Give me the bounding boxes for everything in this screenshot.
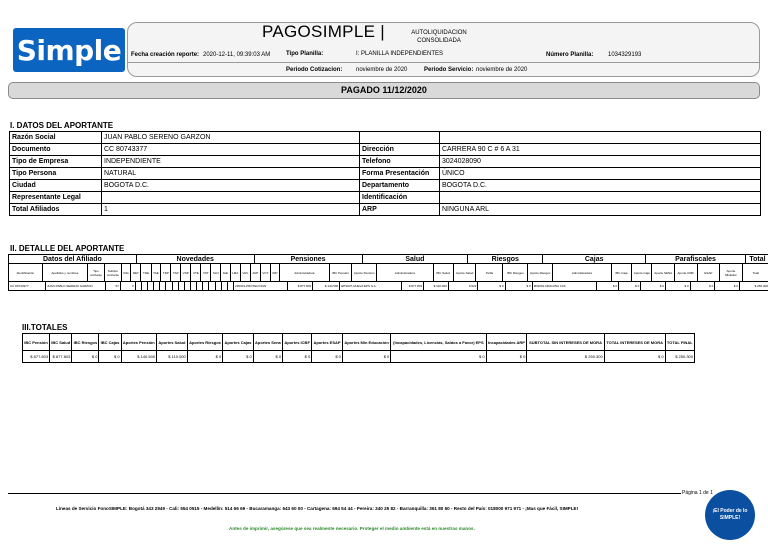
section-aportante-title: I. DATOS DEL APORTANTE <box>10 121 114 130</box>
aportante-key <box>360 132 440 144</box>
detalle-column-header: RET <box>131 264 141 282</box>
detalle-column-header: Subtipo cotizante <box>104 264 121 282</box>
detalle-column-header: IBC Caja <box>611 264 631 282</box>
detalle-column-header: IGE <box>221 264 230 282</box>
footer-divider <box>8 493 688 494</box>
totales-header: IBC Salud <box>50 334 72 351</box>
numero-planilla-label: Número Planilla: <box>546 52 594 58</box>
detalle-cell: 230301-PROTECCION <box>234 282 288 291</box>
aportante-key: Forma Presentación <box>360 168 440 180</box>
aportante-value: 3024028090 <box>440 156 761 168</box>
totales-header: Aportes Min Educación <box>342 334 390 351</box>
detalle-cell: 57 <box>106 282 121 291</box>
totales-header: Aportes Pensión <box>121 334 156 351</box>
detalle-column-header: VCT <box>260 264 270 282</box>
payment-status-bar: PAGADO 11/12/2020 <box>8 82 760 99</box>
totales-value: $ 0 <box>283 351 312 363</box>
detalle-column-header: Aporte SENA <box>652 264 675 282</box>
detalle-column-header: ING <box>121 264 130 282</box>
simple-logo <box>13 28 125 72</box>
aportante-row <box>10 204 761 216</box>
totales-value: $ 0 <box>312 351 343 363</box>
detalle-cell: $ 140.500 <box>313 282 340 291</box>
detalle-cell: $ 0 <box>596 282 618 291</box>
detalle-column-header: Administradora <box>553 264 612 282</box>
totales-value: $ 0 <box>391 351 486 363</box>
fecha-label: Fecha creación reporte: <box>131 52 200 58</box>
detalle-column-header: TAE <box>151 264 161 282</box>
totales-header: TOTAL FINAL <box>665 334 694 351</box>
aportante-value: JUAN PABLO SERENO GARZON <box>102 132 360 144</box>
aportante-value <box>440 132 761 144</box>
totales-value: $ 250.300 <box>527 351 604 363</box>
detalle-cell: $ 0 <box>478 282 505 291</box>
detalle-cell: $ 0 <box>505 282 532 291</box>
detalle-cell: $ 877.803 <box>288 282 313 291</box>
detalle-column-header: Administradora <box>377 264 433 282</box>
detalle-cell: $ 0 <box>619 282 641 291</box>
totales-header: Aportes Riesgos <box>187 334 222 351</box>
aportante-row <box>10 156 761 168</box>
periodo-cotizacion-value: noviembre de 2020 <box>356 67 408 73</box>
totales-value: $ 0 <box>99 351 121 363</box>
detalle-column-header: VAC <box>240 264 250 282</box>
aportante-row <box>10 192 761 204</box>
aportante-value: CARRERA 90 C # 6 A 31 <box>440 144 761 156</box>
aportante-row <box>10 144 761 156</box>
detalle-column-header: Apellidos y nombres <box>42 264 87 282</box>
detalle-cell: $ 0 <box>665 282 690 291</box>
totales-value: $ 877.803 <box>23 351 50 363</box>
totales-value: $ 0 <box>253 351 282 363</box>
detalle-cell: $ 250.300 <box>739 282 768 291</box>
fecha-value: 2020-12-11, 09:39:03 AM <box>203 52 271 58</box>
tipo-planilla-value: I: PLANILLA INDEPENDIENTES <box>356 51 444 57</box>
detalle-column-header: Administradora <box>280 264 330 282</box>
aportante-value: CC 80743377 <box>102 144 360 156</box>
aportante-value: BOGOTA D.C. <box>102 180 360 192</box>
totales-header: IBC Riesgos <box>72 334 99 351</box>
totales-header: Aportes ESAP <box>312 334 343 351</box>
aportante-row <box>10 180 761 192</box>
periodo-cotizacion-label: Periodo Cotizacion: <box>286 67 343 73</box>
group-parafiscales: Parafiscales <box>646 255 746 264</box>
section-detalle-title: II. DETALLE DEL APORTANTE <box>10 244 125 253</box>
totales-value: $ 0 <box>187 351 222 363</box>
detalle-column-header: Aporte Salud <box>453 264 476 282</box>
totales-header: Aportes ICBF <box>283 334 312 351</box>
detalle-column-header: VSP <box>181 264 191 282</box>
aportante-key: Departamento <box>360 180 440 192</box>
group-cajas: Cajas <box>543 255 646 264</box>
aportante-value: ÚNICO <box>440 168 761 180</box>
environment-note: Antes de imprimir, asegúrese que sea realmente necesario. Proteger el medio ambiente está en nuestras manos. <box>229 526 475 531</box>
totales-header: Aportes Salud <box>157 334 188 351</box>
totales-header: Incapacidades ARP <box>486 334 527 351</box>
aportante-key: Dirección <box>360 144 440 156</box>
group-total: Total <box>745 255 768 264</box>
aportante-key: Tipo de Empresa <box>10 156 102 168</box>
aportante-value: NINGUNA ARL <box>440 204 761 216</box>
aportante-key: ARP <box>360 204 440 216</box>
page-title: PAGOSIMPLE | <box>262 22 385 41</box>
detalle-cell: $ 0 <box>715 282 740 291</box>
page-subtitle: AUTOLIQUIDACION CONSOLIDADA <box>411 30 467 44</box>
detalle-column-header: Identificación <box>9 264 43 282</box>
totales-value: $ 877.803 <box>50 351 72 363</box>
detalle-cell: 0,522 <box>448 282 478 291</box>
detalle-cell: JUAN PABLO SERENO GARZON <box>46 282 106 291</box>
page-number: Página 1 de 1 <box>682 490 713 496</box>
totales-header: SUBTOTAL SIN INTERESES DE MORA <box>527 334 604 351</box>
totales-header: TOTAL INTERESES DE MORA <box>604 334 665 351</box>
detalle-column-header: IBC Salud <box>433 264 453 282</box>
detalle-column-header: IBC Riesgos <box>503 264 528 282</box>
totales-header: IBC Pensión <box>23 334 50 351</box>
detalle-column-header: SLN <box>211 264 221 282</box>
tipo-planilla-label: Tipo Planilla: <box>286 51 324 57</box>
detalle-column-header: TAP <box>171 264 181 282</box>
section-totales-title: III.TOTALES <box>22 323 68 332</box>
detalle-column-header: TDP <box>161 264 171 282</box>
aportante-key: Tipo Persona <box>10 168 102 180</box>
periodo-servicio-label: Periodo Servicio: <box>424 67 474 73</box>
detalle-column-header: Total <box>742 264 768 282</box>
totales-header: IBC Cajas <box>99 334 121 351</box>
aportante-value: 1 <box>102 204 360 216</box>
totales-value: $ 0 <box>486 351 527 363</box>
detalle-cell: MIN001-NINGUNA CCF <box>532 282 596 291</box>
totales-value: $ 0 <box>342 351 390 363</box>
detalle-column-header: Aporte Pensión <box>352 264 377 282</box>
detalle-column-header: ESAP <box>697 264 720 282</box>
detalle-column-header: Aporte MinEduc <box>720 264 743 282</box>
aportante-value: INDEPENDIENTE <box>102 156 360 168</box>
detalle-column-header: TDE <box>141 264 151 282</box>
detalle-cell: $ 877.803 <box>401 282 423 291</box>
aportante-key: Razón Social <box>10 132 102 144</box>
group-riesgos: Riesgos <box>468 255 543 264</box>
header-divider <box>127 62 760 63</box>
group-pensiones: Pensiones <box>254 255 362 264</box>
aportante-key: Documento <box>10 144 102 156</box>
service-lines-text: Líneas de Servicio FonoSIMPLE: Bogotá 343 2949 - Cali: 554 0515 - Medellín: 514 66 69 - Bucaramanga: 643 60 00 - Cartagena: 694 54 44 - Pereira: 340 25 82 - Barranquilla: 361 80 50 - Resto del País: 018000 971 971 - ¡Mas que Fácil, SIMPLE! <box>56 506 579 511</box>
detalle-column-header: IBC Pensión <box>329 264 352 282</box>
detalle-subheader <box>8 263 768 282</box>
detalle-cell: CC 80743377 <box>9 282 46 291</box>
totales-header: Aportes Sena <box>253 334 282 351</box>
simple-badge: ¡El Poder de lo SIMPLE! <box>705 490 755 540</box>
detalle-column-header: LMA <box>230 264 240 282</box>
detalle-column-header: VST <box>201 264 211 282</box>
aportante-value: NATURAL <box>102 168 360 180</box>
detalle-column-header: Tipo cotizante <box>88 264 105 282</box>
detalle-cell: EPS037-NUEVA EPS S.A. <box>340 282 402 291</box>
detalle-column-header: Aporte Caja <box>632 264 652 282</box>
numero-planilla-value: 1034329193 <box>608 52 642 58</box>
totales-header: (Incapacidades, Licencias, Saldos a Favor) EPS <box>391 334 486 351</box>
detalle-column-header: AVP <box>250 264 260 282</box>
aportante-key: Ciudad <box>10 180 102 192</box>
aportante-table <box>9 131 761 216</box>
aportante-value <box>102 192 360 204</box>
aportante-key: Telefono <box>360 156 440 168</box>
detalle-column-header: Aporte Riesgos <box>528 264 553 282</box>
totales-value: $ 110.000 <box>157 351 188 363</box>
aportante-row <box>10 132 761 144</box>
aportante-value <box>440 192 761 204</box>
detalle-cell: 0 <box>120 282 135 291</box>
detalle-cell: $ 110.000 <box>424 282 449 291</box>
aportante-value: BOGOTA D.C. <box>440 180 761 192</box>
aportante-key: Identificación <box>360 192 440 204</box>
group-salud: Salud <box>362 255 468 264</box>
totales-header: Aportes Cajas <box>223 334 253 351</box>
detalle-column-header: IRP <box>271 264 280 282</box>
group-novedades: Novedades <box>136 255 254 264</box>
aportante-key: Representante Legal <box>10 192 102 204</box>
totales-value: $ 250.300 <box>665 351 694 363</box>
aportante-key: Total Afiliados <box>10 204 102 216</box>
totales-value: $ 0 <box>223 351 253 363</box>
detalle-column-header: VTE <box>191 264 201 282</box>
group-afiliado: Datos del Afiliado <box>9 255 137 264</box>
logo-text: Simple <box>16 33 122 67</box>
totales-value: $ 0 <box>72 351 99 363</box>
detalle-data-row <box>8 281 768 291</box>
detalle-column-header: Tarifa <box>476 264 503 282</box>
detalle-cell: $ 0 <box>641 282 666 291</box>
totales-value: $ 140.500 <box>121 351 156 363</box>
aportante-row <box>10 168 761 180</box>
totales-value: $ 0 <box>604 351 665 363</box>
detalle-column-header: Aporte ICBF <box>675 264 698 282</box>
totales-table <box>22 333 695 363</box>
detalle-cell: $ 0 <box>690 282 715 291</box>
periodo-servicio-value: noviembre de 2020 <box>476 67 528 73</box>
